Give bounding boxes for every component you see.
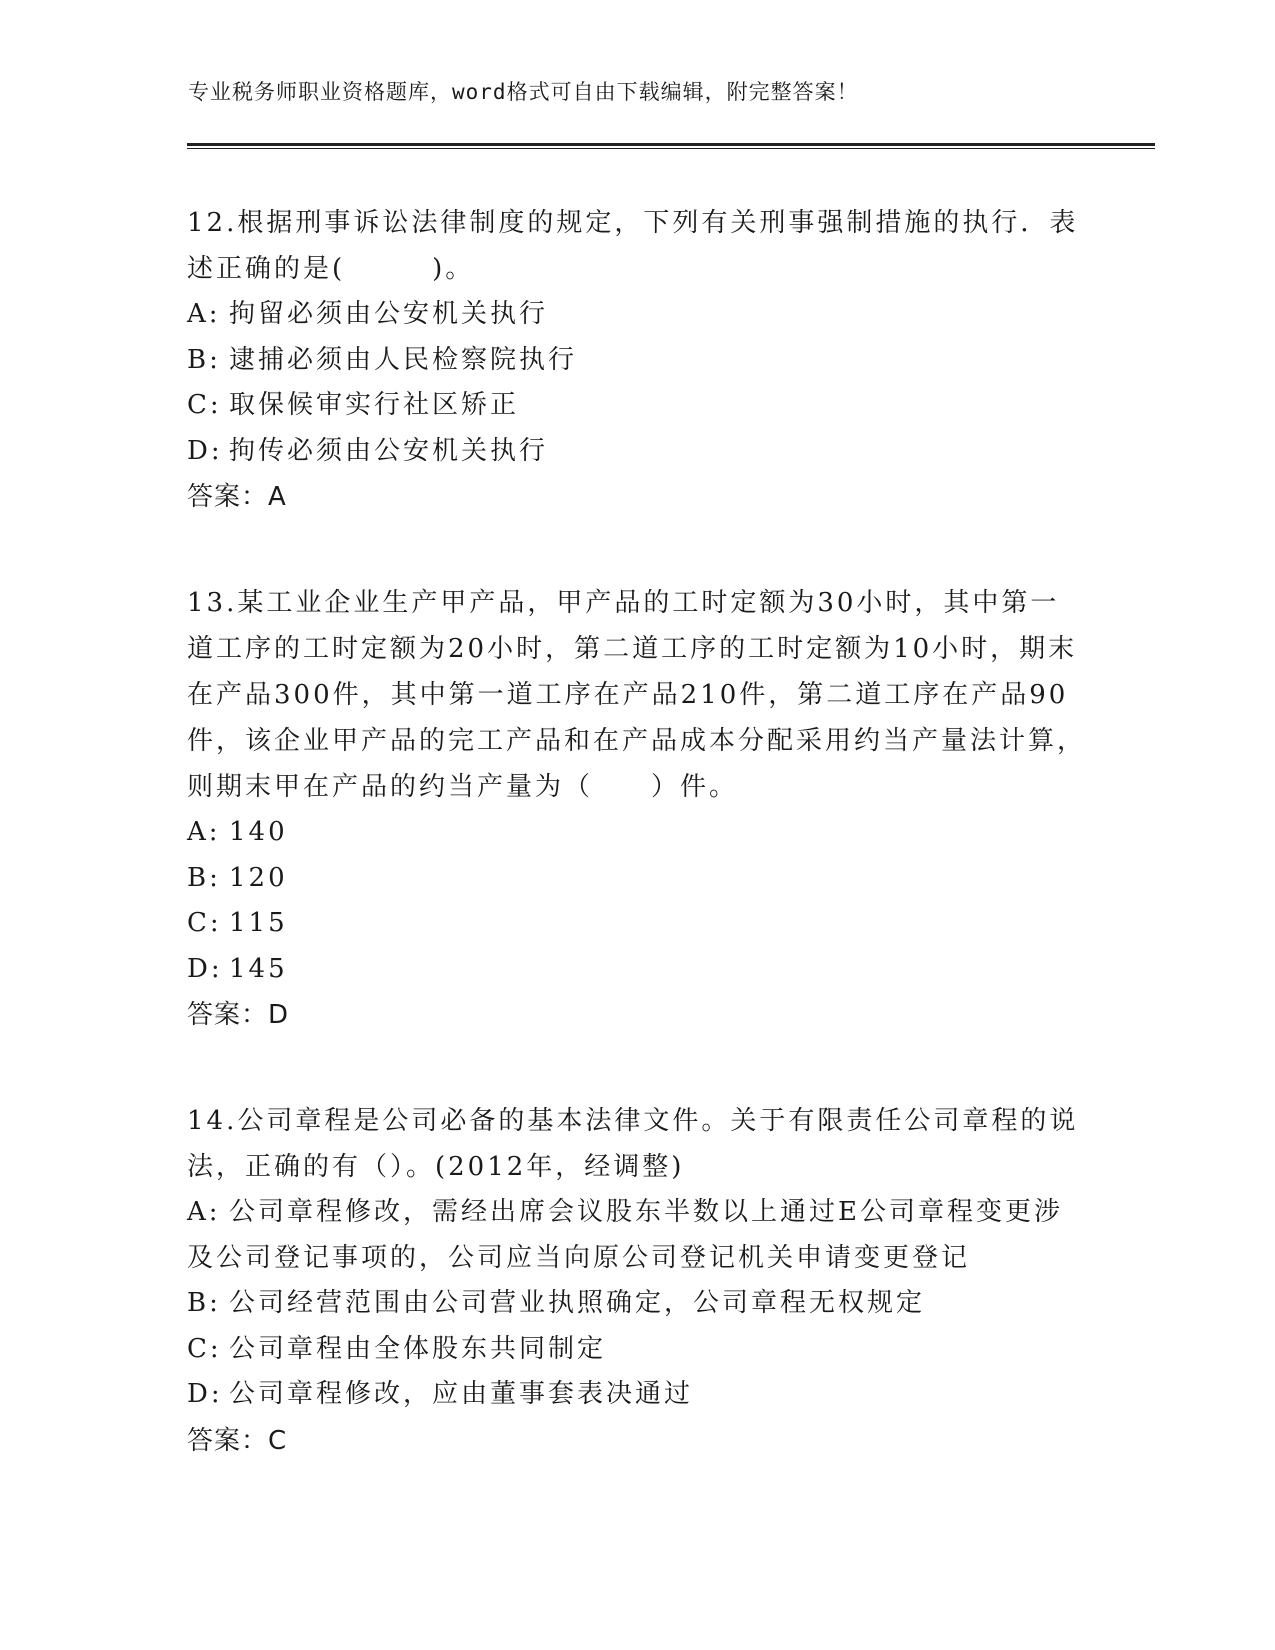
option-letter: A: bbox=[187, 817, 221, 847]
option-text: 公司章程由全体股东共同制定 bbox=[229, 1333, 607, 1364]
option-c bbox=[187, 901, 1087, 947]
option-letter: C: bbox=[187, 908, 222, 938]
option-text: 拘传必须由公安机关执行 bbox=[229, 435, 549, 466]
option-text: 145 bbox=[229, 953, 288, 984]
option-letter: B: bbox=[187, 1288, 221, 1318]
question-stem: 13.某工业企业生产甲产品，甲产品的工时定额为30小时，其中第一道工序的工时定额为20小时，第二道工序的工时定额为10小时，期末在产品300件，其中第一道工序在产品210件，第二道工序在产品90件，该企业甲产品的完工产品和在产品成本分配采用约当产量法计算，则期末甲在产品的约当产量为（ ）件。 bbox=[187, 588, 1087, 802]
option-letter: D: bbox=[187, 953, 223, 984]
answer: 答案：A bbox=[187, 482, 287, 512]
option-text: 公司章程修改，应由董事套表决通过 bbox=[229, 1379, 694, 1409]
answer: 答案：C bbox=[187, 1425, 288, 1456]
option-a bbox=[187, 810, 1087, 856]
option-c bbox=[187, 383, 1087, 429]
option-c bbox=[187, 1327, 1087, 1373]
option-letter: D: bbox=[187, 1379, 223, 1409]
option-b bbox=[187, 856, 1087, 902]
question-stem: 14.公司章程是公司必备的基本法律文件。关于有限责任公司章程的说法，正确的有（）。(2012年，经调整) bbox=[187, 1106, 1079, 1182]
option-text: 115 bbox=[229, 908, 288, 938]
option-text: 取保候审实行社区矫正 bbox=[229, 390, 520, 420]
option-a bbox=[187, 292, 1087, 338]
option-d bbox=[187, 1372, 1087, 1418]
header-text: 专业税务师职业资格题库，word格式可自由下载编辑，附完整答案！ bbox=[188, 80, 859, 104]
option-a bbox=[187, 1190, 1087, 1281]
question-13 bbox=[187, 580, 1087, 1038]
option-text: 140 bbox=[229, 817, 288, 847]
option-letter: B: bbox=[187, 344, 221, 375]
option-letter: D: bbox=[187, 435, 223, 466]
option-text: 公司经营范围由公司营业执照确定，公司章程无权规定 bbox=[229, 1288, 926, 1318]
option-text: 拘留必须由公安机关执行 bbox=[229, 299, 549, 329]
header-divider bbox=[187, 143, 1155, 146]
question-14 bbox=[187, 1098, 1087, 1464]
option-letter: A: bbox=[187, 1197, 221, 1227]
option-letter: C: bbox=[187, 1333, 222, 1364]
option-text: 120 bbox=[229, 862, 288, 893]
option-text: 逮捕必须由人民检察院执行 bbox=[229, 344, 578, 375]
option-text: 公司章程修改，需经出席会议股东半数以上通过E公司章程变更涉及公司登记事项的，公司应当向原公司登记机关申请变更登记 bbox=[187, 1197, 1063, 1273]
option-b bbox=[187, 1281, 1087, 1327]
option-b bbox=[187, 338, 1087, 384]
option-letter: B: bbox=[187, 862, 221, 893]
option-d bbox=[187, 947, 1087, 993]
question-12 bbox=[187, 200, 1087, 520]
option-letter: A: bbox=[187, 299, 221, 329]
answer: 答案：D bbox=[187, 1000, 290, 1030]
option-letter: C: bbox=[187, 390, 222, 420]
option-d bbox=[187, 429, 1087, 475]
question-stem: 12.根据刑事诉讼法律制度的规定，下列有关刑事强制措施的执行．表述正确的是( )。 bbox=[187, 208, 1079, 284]
question-list bbox=[187, 200, 1087, 1524]
